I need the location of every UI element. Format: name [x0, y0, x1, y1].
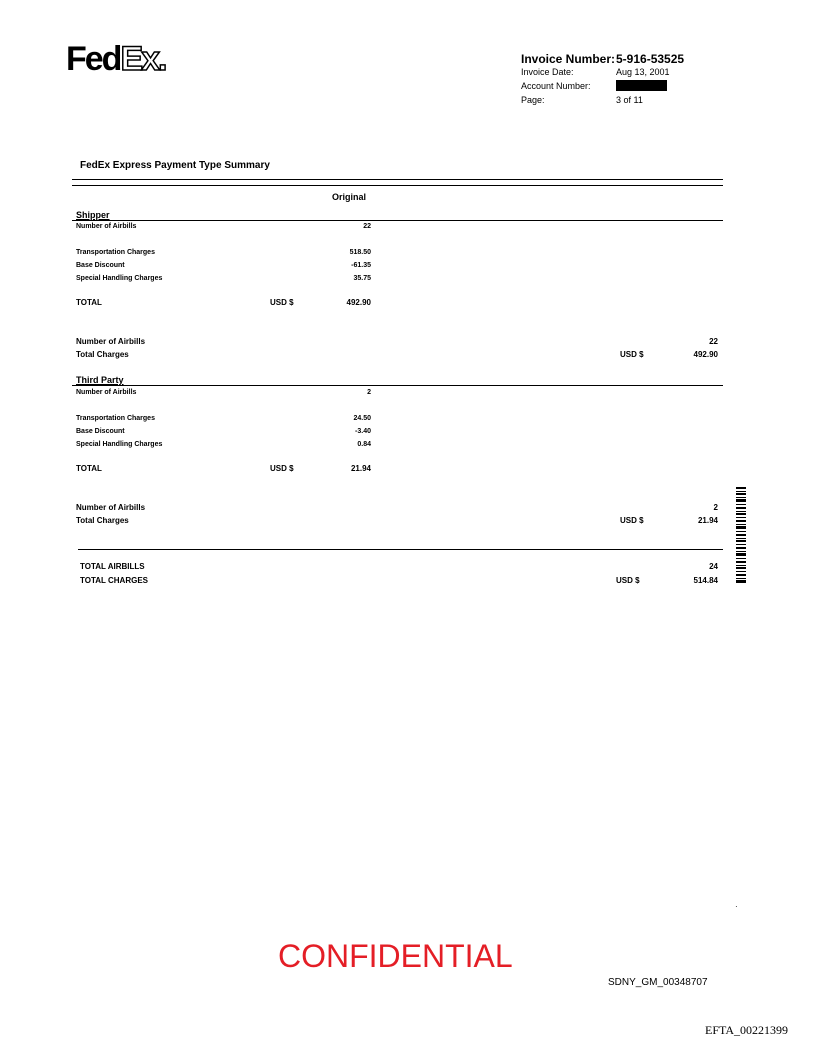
shipper-transport-label: Transportation Charges	[76, 249, 155, 256]
column-header-original: Original	[332, 192, 367, 202]
shipper-currency: USD $	[270, 298, 294, 307]
divider	[72, 179, 723, 180]
third-party-currency: USD $	[270, 464, 294, 473]
page-number: 3 of 11	[616, 95, 643, 105]
total-currency: USD $	[616, 576, 640, 585]
total-charges-label: TOTAL CHARGES	[80, 576, 149, 585]
account-number-label: Account Number:	[521, 81, 591, 91]
divider	[72, 185, 723, 186]
third-party-airbills: 2	[367, 389, 371, 396]
barcode-image	[736, 487, 746, 583]
stray-mark: ·	[735, 902, 738, 911]
shipper-special-label: Special Handling Charges	[76, 275, 163, 282]
third-party-total-label: TOTAL	[76, 464, 102, 473]
page-label: Page:	[521, 95, 545, 105]
shipper-sum-airbills: 22	[709, 337, 718, 346]
bates-number: SDNY_GM_00348707	[608, 977, 708, 988]
shipper-title: Shipper	[76, 210, 110, 220]
shipper-airbills: 22	[363, 223, 371, 230]
total-airbills: 24	[709, 562, 718, 571]
third-party-sum-currency: USD $	[620, 516, 644, 525]
shipper-transport: 518.50	[349, 249, 371, 256]
invoice-date: Aug 13, 2001	[616, 67, 670, 77]
divider	[72, 220, 723, 221]
divider	[78, 549, 723, 550]
third-party-sum-charges-label: Total Charges	[76, 516, 129, 525]
shipper-special: 35.75	[353, 275, 371, 282]
third-party-transport-label: Transportation Charges	[76, 415, 155, 422]
invoice-date-label: Invoice Date:	[521, 67, 574, 77]
shipper-discount: -61.35	[351, 262, 371, 269]
third-party-discount-label: Base Discount	[76, 428, 125, 435]
total-charges: 514.84	[693, 576, 718, 585]
shipper-sum-charges: 492.90	[693, 350, 718, 359]
redacted-account-number	[616, 80, 667, 91]
third-party-transport: 24.50	[353, 415, 371, 422]
third-party-total: 21.94	[350, 464, 371, 473]
third-party-sum-charges: 21.94	[697, 516, 718, 525]
fedex-logo	[66, 40, 166, 79]
shipper-sum-charges-label: Total Charges	[76, 350, 129, 359]
third-party-sum-airbills: 2	[713, 503, 718, 512]
shipper-airbills-label: Number of Airbills	[76, 223, 137, 230]
third-party-special: 0.84	[357, 441, 371, 448]
invoice-number-label: Invoice Number:	[521, 52, 616, 66]
third-party-discount: -3.40	[355, 428, 371, 435]
third-party-airbills-label: Number of Airbills	[76, 389, 137, 396]
third-party-title: Third Party	[76, 375, 124, 385]
total-airbills-label: TOTAL AIRBILLS	[80, 562, 145, 571]
summary-title: FedEx Express Payment Type Summary	[80, 160, 270, 171]
shipper-discount-label: Base Discount	[76, 262, 125, 269]
efta-number: EFTA_00221399	[705, 1023, 789, 1037]
divider	[72, 385, 723, 386]
invoice-number: 5-916-53525	[616, 52, 685, 66]
shipper-total-label: TOTAL	[76, 298, 102, 307]
third-party-special-label: Special Handling Charges	[76, 441, 163, 448]
shipper-total: 492.90	[346, 298, 371, 307]
logo-ex: Ex.	[120, 40, 166, 78]
shipper-sum-currency: USD $	[620, 350, 644, 359]
shipper-sum-airbills-label: Number of Airbills	[76, 337, 146, 346]
logo-fed: Fed	[66, 40, 121, 78]
third-party-sum-airbills-label: Number of Airbills	[76, 503, 146, 512]
confidential-stamp: CONFIDENTIAL	[278, 938, 513, 974]
